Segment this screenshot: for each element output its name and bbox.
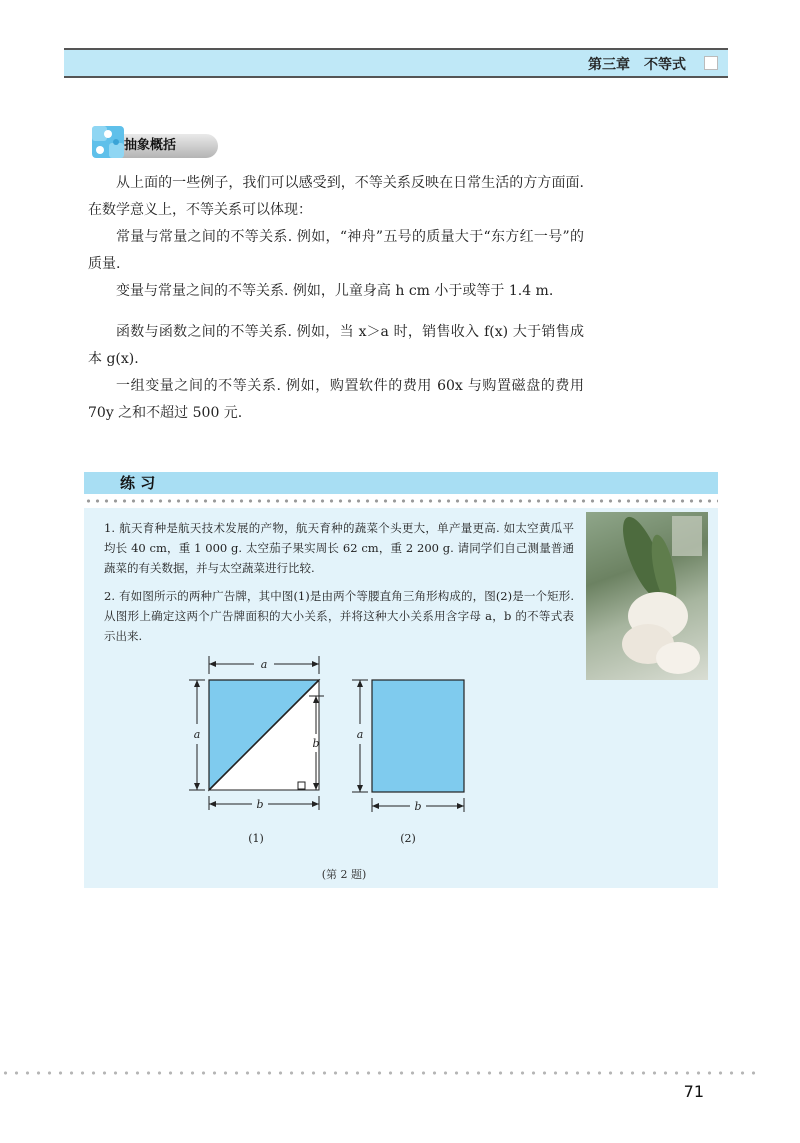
footer-dotted-rule bbox=[0, 1070, 760, 1076]
fig1-label-b-bottom: b bbox=[256, 798, 264, 811]
figure-1 bbox=[189, 656, 324, 845]
fig1-label-a-top: a bbox=[260, 658, 268, 671]
exercise-item-2: 2. 有如图所示的两种广告牌，其中图(1)是由两个等腰直角三角形构成的，图(2)是一个矩形. 从图形上确定这两个广告牌面积的大小关系，并将这种大小关系用含字母 a，b 的不等式表示出来. bbox=[104, 589, 574, 643]
section-badge-label: 抽象概括 bbox=[118, 134, 218, 158]
section-badge bbox=[88, 122, 228, 162]
chapter-title: 第三章 不等式 bbox=[588, 57, 686, 73]
exercise-box bbox=[84, 508, 718, 888]
fig1-label-b-right: b bbox=[312, 737, 320, 750]
fig1-label-a-left: a bbox=[193, 728, 201, 741]
body-paragraph-constants: 常量与常量之间的不等关系. 例如，“神舟”五号的质量大于“东方红一号”的质量. bbox=[88, 229, 584, 272]
exercise-title-bar bbox=[84, 472, 718, 494]
exercise-title: 练 习 bbox=[120, 474, 156, 492]
rectangle-billboard bbox=[372, 680, 464, 792]
puzzle-cube-icon bbox=[88, 122, 128, 162]
body-paragraph-variables: 一组变量之间的不等关系. 例如，购置软件的费用 60x 与购置磁盘的费用 70y 之和不超过 500 元. bbox=[88, 378, 584, 421]
fig1-caption: (1) bbox=[248, 832, 264, 845]
exercise-item-1: 1. 航天育种是航天技术发展的产物，航天育种的蔬菜个头更大，单产量更高. 如太空黄瓜平均长 40 cm，重 1 000 g. 太空茄子果实周长 62 cm，重 2 200 g. 请同学们自己测量普通蔬菜的有关数据，并与太空蔬菜进行比较. bbox=[104, 521, 574, 575]
billboard-figure bbox=[84, 508, 718, 888]
body-paragraph-variable-constant: 变量与常量之间的不等关系. 例如，儿童身高 h cm 小于或等于 1.4 m. bbox=[116, 283, 554, 299]
header-square-icon bbox=[704, 56, 718, 70]
fig2-label-b-bottom: b bbox=[414, 800, 422, 813]
figure-caption: (第 2 题) bbox=[321, 868, 367, 881]
fig2-label-a-left: a bbox=[356, 728, 364, 741]
body-paragraph-intro: 从上面的一些例子，我们可以感受到，不等关系反映在日常生活的方方面面. 在数学意义上，不等关系可以体现： bbox=[88, 175, 584, 218]
dotted-divider bbox=[84, 498, 718, 504]
fig2-caption: (2) bbox=[400, 832, 416, 845]
page-number: 71 bbox=[683, 1082, 704, 1101]
figure-2 bbox=[352, 680, 464, 845]
chapter-header bbox=[64, 48, 728, 78]
body-paragraph-functions: 函数与函数之间的不等关系. 例如，当 x＞a 时，销售收入 f(x) 大于销售成本 g(x). bbox=[88, 324, 584, 367]
